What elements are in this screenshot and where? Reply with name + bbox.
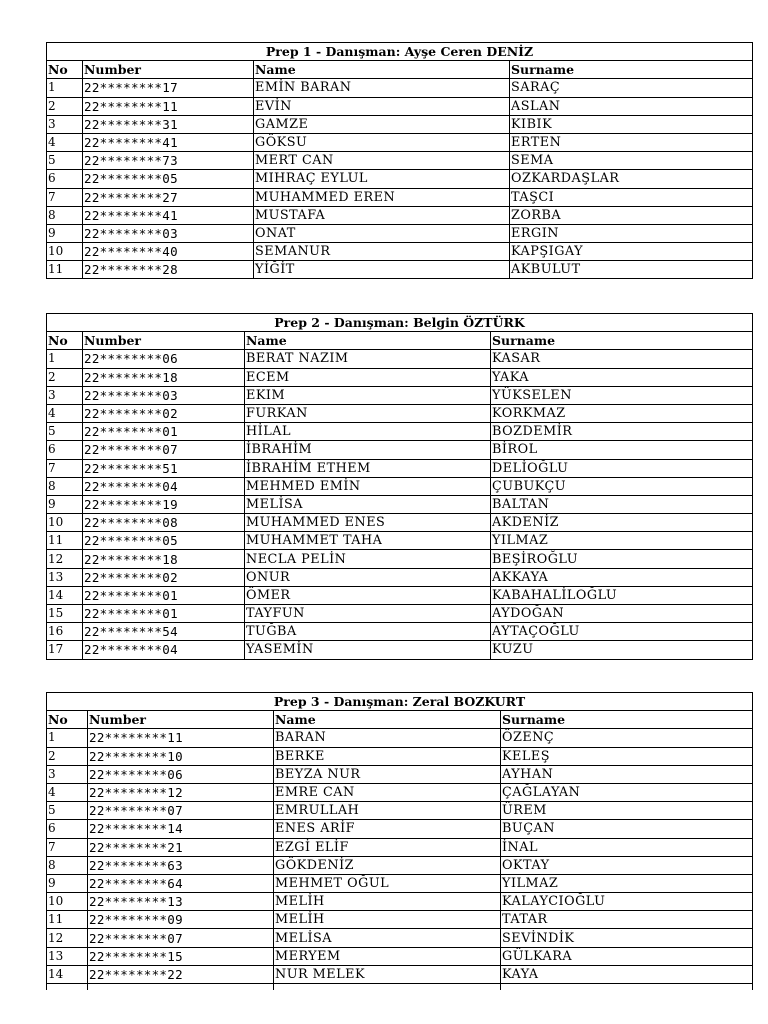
row-name: MELİSA	[245, 495, 491, 513]
row-number: 22********05	[83, 532, 245, 550]
row-no: 2	[47, 747, 88, 765]
row-surname: BEŞİROĞLU	[491, 550, 753, 568]
header-no: No	[47, 711, 88, 729]
row-surname: SARAÇ	[510, 79, 753, 97]
row-surname: İNAL	[501, 838, 753, 856]
table-row	[47, 188, 753, 206]
row-surname: AKKAYA	[491, 568, 753, 586]
table-row	[47, 133, 753, 151]
row-name: ONAT	[254, 224, 510, 242]
row-name: BEYZA NUR	[274, 765, 501, 783]
roster-body	[47, 350, 753, 659]
row-number: 22********09	[88, 911, 274, 929]
row-no: 5	[47, 802, 88, 820]
row-surname: OKTAY	[501, 856, 753, 874]
row-surname: ASLAN	[510, 97, 753, 115]
header-number: Number	[88, 711, 274, 729]
row-surname: KIBIK	[510, 115, 753, 133]
row-name: ENES ARİF	[274, 820, 501, 838]
row-name: YİĞİT	[254, 261, 510, 279]
row-no: 5	[47, 152, 83, 170]
row-no: 6	[47, 441, 83, 459]
row-surname: AYTAÇOĞLU	[491, 623, 753, 641]
row-no: 14	[47, 965, 88, 983]
table-row-cutoff	[47, 984, 753, 991]
row-name: EMİN BARAN	[254, 79, 510, 97]
header-no: No	[47, 332, 83, 350]
table-row	[47, 838, 753, 856]
row-name: EVİN	[254, 97, 510, 115]
header-row	[47, 332, 753, 350]
row-no: 4	[47, 133, 83, 151]
row-name: TAYFUN	[245, 605, 491, 623]
row-name: GÖKSU	[254, 133, 510, 151]
row-name: MUHAMMED ENES	[245, 514, 491, 532]
table-row	[47, 170, 753, 188]
row-number: 22********41	[83, 206, 254, 224]
roster-table	[46, 692, 753, 990]
table-row	[47, 820, 753, 838]
row-number: 22********40	[83, 243, 254, 261]
row-number: 22********06	[83, 350, 245, 368]
header-row	[47, 711, 753, 729]
row-surname: BİROL	[491, 441, 753, 459]
header-no: No	[47, 61, 83, 79]
row-surname: KAPŞIGAY	[510, 243, 753, 261]
row-no: 4	[47, 404, 83, 422]
row-number: 22********28	[83, 261, 254, 279]
row-no: 8	[47, 856, 88, 874]
row-surname: KELEŞ	[501, 747, 753, 765]
prep-3-roster	[46, 692, 752, 990]
row-surname: AYHAN	[501, 765, 753, 783]
row-no: 11	[47, 261, 83, 279]
row-surname: ÇAĞLAYAN	[501, 783, 753, 801]
row-surname: KORKMAZ	[491, 404, 753, 422]
table-row	[47, 893, 753, 911]
header-name: Name	[274, 711, 501, 729]
row-number: 22********12	[88, 783, 274, 801]
row-surname: AKDENİZ	[491, 514, 753, 532]
row-name: BERKE	[274, 747, 501, 765]
row-number: 22********21	[88, 838, 274, 856]
table-row	[47, 783, 753, 801]
table-row	[47, 929, 753, 947]
row-surname: KABAHALİLOĞLU	[491, 586, 753, 604]
table-row	[47, 947, 753, 965]
row-no: 9	[47, 874, 88, 892]
row-surname: YÜKSELEN	[491, 386, 753, 404]
roster-body	[47, 79, 753, 279]
row-number: 22********63	[88, 856, 274, 874]
table-row	[47, 224, 753, 242]
row-name: EZGİ ELİF	[274, 838, 501, 856]
roster-table	[46, 42, 753, 279]
roster-body	[47, 729, 753, 990]
table-row	[47, 856, 753, 874]
row-number: 22********10	[88, 747, 274, 765]
row-name: MELİH	[274, 911, 501, 929]
table-row	[47, 550, 753, 568]
table-row	[47, 765, 753, 783]
table-row	[47, 532, 753, 550]
row-surname: AKBULUT	[510, 261, 753, 279]
row-no: 2	[47, 368, 83, 386]
empty-cell	[274, 984, 501, 991]
table-row	[47, 568, 753, 586]
table-row	[47, 802, 753, 820]
row-no: 2	[47, 97, 83, 115]
row-no: 9	[47, 224, 83, 242]
row-number: 22********73	[83, 152, 254, 170]
row-no: 3	[47, 386, 83, 404]
row-number: 22********41	[83, 133, 254, 151]
row-surname: GÜLKARA	[501, 947, 753, 965]
row-surname: ZORBA	[510, 206, 753, 224]
row-name: SEMANUR	[254, 243, 510, 261]
row-number: 22********07	[88, 802, 274, 820]
row-number: 22********17	[83, 79, 254, 97]
row-name: ONUR	[245, 568, 491, 586]
table-row	[47, 368, 753, 386]
row-name: BERAT NAZIM	[245, 350, 491, 368]
row-number: 22********14	[88, 820, 274, 838]
table-row	[47, 729, 753, 747]
row-number: 22********22	[88, 965, 274, 983]
row-number: 22********04	[83, 477, 245, 495]
row-surname: TAŞCI	[510, 188, 753, 206]
row-name: NECLA PELİN	[245, 550, 491, 568]
row-no: 13	[47, 568, 83, 586]
row-number: 22********06	[88, 765, 274, 783]
row-no: 17	[47, 641, 83, 659]
table-row	[47, 477, 753, 495]
row-number: 22********01	[83, 605, 245, 623]
row-no: 3	[47, 765, 88, 783]
row-name: ECEM	[245, 368, 491, 386]
table-row	[47, 514, 753, 532]
table-row	[47, 641, 753, 659]
row-number: 22********07	[83, 441, 245, 459]
table-row	[47, 386, 753, 404]
row-number: 22********13	[88, 893, 274, 911]
row-surname: ERGIN	[510, 224, 753, 242]
row-surname: SEVİNDİK	[501, 929, 753, 947]
header-row	[47, 61, 753, 79]
table-row	[47, 459, 753, 477]
row-surname: BOZDEMİR	[491, 423, 753, 441]
row-number: 22********18	[83, 368, 245, 386]
row-number: 22********31	[83, 115, 254, 133]
row-no: 7	[47, 188, 83, 206]
table-row	[47, 965, 753, 983]
row-no: 8	[47, 477, 83, 495]
row-no: 10	[47, 243, 83, 261]
header-name: Name	[245, 332, 491, 350]
row-no: 12	[47, 929, 88, 947]
row-name: BARAN	[274, 729, 501, 747]
row-number: 22********07	[88, 929, 274, 947]
row-surname: DELİOĞLU	[491, 459, 753, 477]
row-name: MUHAMMET TAHA	[245, 532, 491, 550]
row-number: 22********02	[83, 404, 245, 422]
row-number: 22********03	[83, 386, 245, 404]
header-name: Name	[254, 61, 510, 79]
row-number: 22********51	[83, 459, 245, 477]
table-row	[47, 261, 753, 279]
row-no: 6	[47, 170, 83, 188]
row-no: 7	[47, 459, 83, 477]
row-name: MUHAMMED EREN	[254, 188, 510, 206]
row-name: MERYEM	[274, 947, 501, 965]
row-name: MELİSA	[274, 929, 501, 947]
row-number: 22********54	[83, 623, 245, 641]
row-surname: AYDOĞAN	[491, 605, 753, 623]
row-no: 10	[47, 893, 88, 911]
table-row	[47, 243, 753, 261]
row-no: 16	[47, 623, 83, 641]
row-number: 22********01	[83, 423, 245, 441]
row-name: ÖMER	[245, 586, 491, 604]
row-name: MEHMED EMİN	[245, 477, 491, 495]
roster-title: Prep 2 - Danışman: Belgin ÖZTÜRK	[47, 314, 753, 332]
row-surname: YAKA	[491, 368, 753, 386]
row-name: TUĞBA	[245, 623, 491, 641]
table-row	[47, 874, 753, 892]
table-row	[47, 350, 753, 368]
table-row	[47, 206, 753, 224]
table-row	[47, 79, 753, 97]
row-surname: ERTEN	[510, 133, 753, 151]
row-no: 14	[47, 586, 83, 604]
row-surname: ÖZENÇ	[501, 729, 753, 747]
row-no: 1	[47, 729, 88, 747]
header-number: Number	[83, 332, 245, 350]
header-surname: Surname	[501, 711, 753, 729]
row-no: 4	[47, 783, 88, 801]
row-no: 9	[47, 495, 83, 513]
row-no: 5	[47, 423, 83, 441]
row-name: EMRE CAN	[274, 783, 501, 801]
row-name: FURKAN	[245, 404, 491, 422]
row-name: HİLAL	[245, 423, 491, 441]
empty-cell	[501, 984, 753, 991]
table-row	[47, 495, 753, 513]
table-row	[47, 97, 753, 115]
header-number: Number	[83, 61, 254, 79]
row-surname: SEMA	[510, 152, 753, 170]
row-name: NUR MELEK	[274, 965, 501, 983]
row-name: MUSTAFA	[254, 206, 510, 224]
row-number: 22********11	[88, 729, 274, 747]
row-no: 1	[47, 79, 83, 97]
row-no: 15	[47, 605, 83, 623]
header-surname: Surname	[491, 332, 753, 350]
empty-cell	[47, 984, 88, 991]
row-no: 13	[47, 947, 88, 965]
table-row	[47, 441, 753, 459]
row-no: 8	[47, 206, 83, 224]
table-row	[47, 623, 753, 641]
row-number: 22********11	[83, 97, 254, 115]
row-no: 1	[47, 350, 83, 368]
row-number: 22********04	[83, 641, 245, 659]
row-number: 22********05	[83, 170, 254, 188]
roster-title: Prep 3 - Danışman: Zeral BOZKURT	[47, 693, 753, 711]
row-surname: YILMAZ	[491, 532, 753, 550]
row-no: 11	[47, 911, 88, 929]
row-number: 22********15	[88, 947, 274, 965]
table-row	[47, 404, 753, 422]
row-surname: BUÇAN	[501, 820, 753, 838]
row-no: 7	[47, 838, 88, 856]
table-row	[47, 586, 753, 604]
row-number: 22********64	[88, 874, 274, 892]
table-row	[47, 423, 753, 441]
row-name: GAMZE	[254, 115, 510, 133]
row-no: 10	[47, 514, 83, 532]
row-surname: KASAR	[491, 350, 753, 368]
row-name: EKIM	[245, 386, 491, 404]
table-row	[47, 152, 753, 170]
row-number: 22********02	[83, 568, 245, 586]
table-row	[47, 747, 753, 765]
row-name: EMRULLAH	[274, 802, 501, 820]
row-surname: KUZU	[491, 641, 753, 659]
row-surname: KALAYCIOĞLU	[501, 893, 753, 911]
roster-title: Prep 1 - Danışman: Ayşe Ceren DENİZ	[47, 43, 753, 61]
row-number: 22********18	[83, 550, 245, 568]
row-name: YASEMİN	[245, 641, 491, 659]
row-surname: TATAR	[501, 911, 753, 929]
row-number: 22********19	[83, 495, 245, 513]
row-surname: KAYA	[501, 965, 753, 983]
row-name: MIHRAÇ EYLUL	[254, 170, 510, 188]
table-row	[47, 115, 753, 133]
prep-1-roster	[46, 42, 752, 279]
row-number: 22********03	[83, 224, 254, 242]
table-row	[47, 911, 753, 929]
row-name: MELİH	[274, 893, 501, 911]
row-surname: BALTAN	[491, 495, 753, 513]
row-no: 6	[47, 820, 88, 838]
row-name: MERT CAN	[254, 152, 510, 170]
header-surname: Surname	[510, 61, 753, 79]
row-number: 22********08	[83, 514, 245, 532]
row-name: İBRAHİM ETHEM	[245, 459, 491, 477]
empty-cell	[88, 984, 274, 991]
row-name: GÖKDENİZ	[274, 856, 501, 874]
table-row	[47, 605, 753, 623]
prep-2-roster	[46, 313, 752, 660]
row-surname: ÇUBUKÇU	[491, 477, 753, 495]
row-surname: ÜREM	[501, 802, 753, 820]
row-no: 11	[47, 532, 83, 550]
row-name: MEHMET OĞUL	[274, 874, 501, 892]
row-no: 3	[47, 115, 83, 133]
row-surname: YILMAZ	[501, 874, 753, 892]
roster-table	[46, 313, 753, 660]
row-no: 12	[47, 550, 83, 568]
row-name: İBRAHİM	[245, 441, 491, 459]
row-number: 22********01	[83, 586, 245, 604]
row-surname: OZKARDAŞLAR	[510, 170, 753, 188]
row-number: 22********27	[83, 188, 254, 206]
